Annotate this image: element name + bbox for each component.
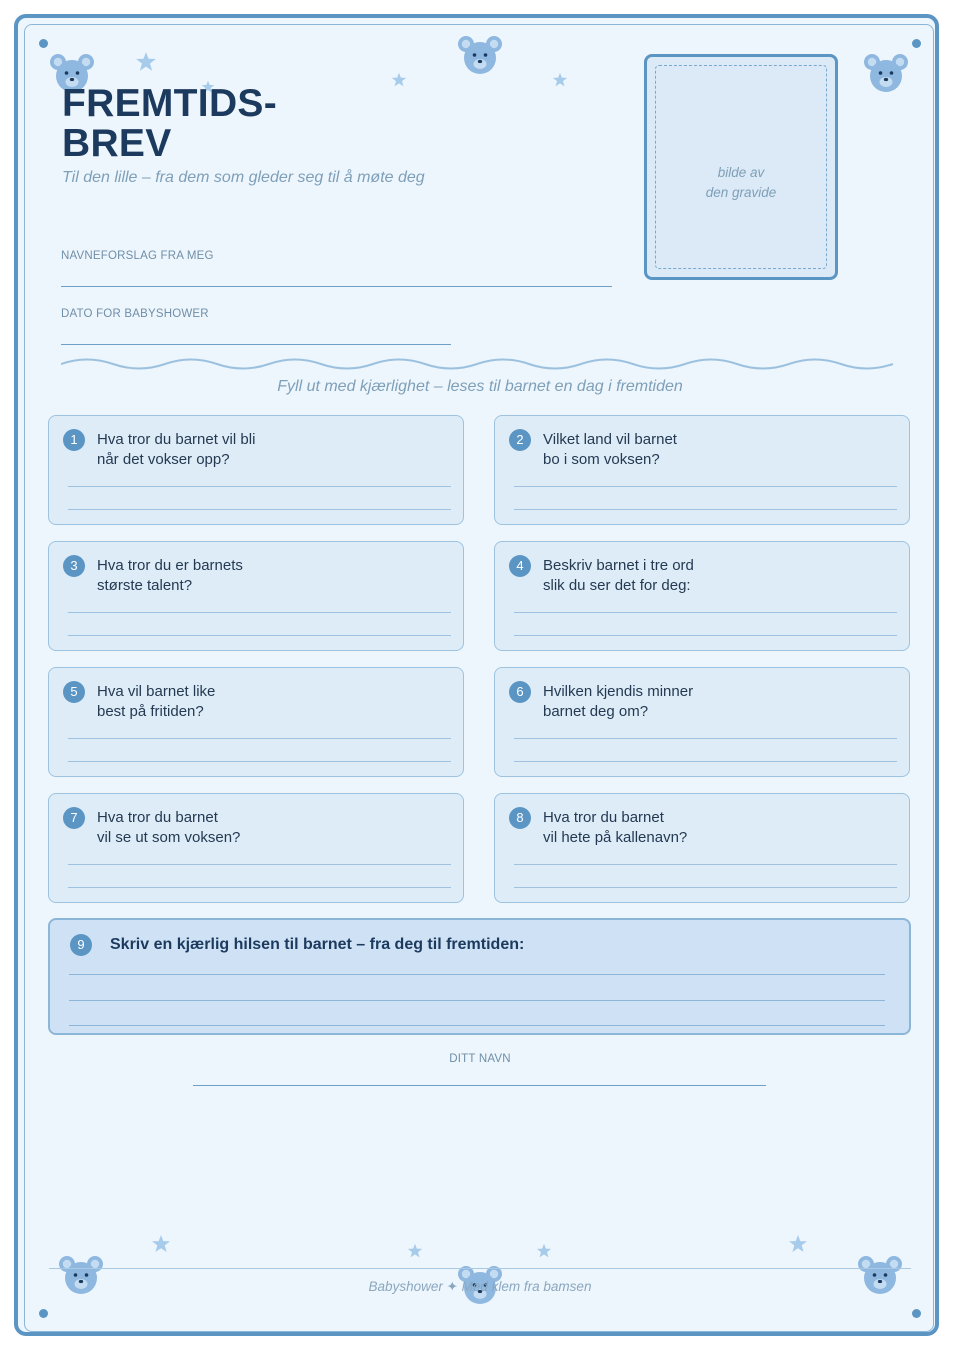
answer-line[interactable]	[68, 738, 451, 739]
answer-line[interactable]	[68, 887, 451, 888]
question-number-badge: 4	[509, 555, 531, 577]
answer-line[interactable]	[514, 486, 897, 487]
answer-line[interactable]	[514, 509, 897, 510]
question-text: Hva tror du er barnets største talent?	[97, 557, 243, 594]
question-card-2	[494, 415, 910, 525]
signature-line[interactable]	[193, 1085, 766, 1086]
answer-line[interactable]	[514, 864, 897, 865]
footer-rule	[49, 1268, 911, 1269]
question-card-7	[48, 793, 464, 903]
answer-line[interactable]	[68, 509, 451, 510]
star-icon	[151, 1234, 171, 1254]
answer-line[interactable]	[514, 887, 897, 888]
corner-dot	[39, 1309, 48, 1318]
question-card-8	[494, 793, 910, 903]
answer-line[interactable]	[69, 1000, 885, 1001]
wave-divider	[61, 355, 899, 373]
star-icon	[552, 72, 568, 88]
question-number-badge: 8	[509, 807, 531, 829]
question-text: Hva tror du barnet vil bli når det vokser opp?	[97, 431, 256, 468]
answer-line[interactable]	[68, 635, 451, 636]
corner-dot	[39, 39, 48, 48]
question-card-1	[48, 415, 464, 525]
star-icon	[536, 1243, 552, 1259]
answer-line[interactable]	[69, 974, 885, 975]
star-icon	[407, 1243, 423, 1259]
title-line-1: FREMTIDS-	[62, 82, 278, 125]
question-number-badge: 7	[63, 807, 85, 829]
question-number-badge: 1	[63, 429, 85, 451]
photo-caption: bilde av den gravide	[705, 165, 777, 200]
question-number-badge: 6	[509, 681, 531, 703]
answer-line[interactable]	[68, 864, 451, 865]
question-card-6	[494, 667, 910, 777]
question-text: Hva vil barnet like best på fritiden?	[97, 683, 216, 720]
greeting-prompt: Skriv en kjærlig hilsen til barnet – fra deg til fremtiden:	[110, 936, 525, 953]
star-icon	[788, 1234, 808, 1254]
answer-line[interactable]	[514, 761, 897, 762]
bear-face-icon	[862, 52, 910, 96]
question-text: Hva tror du barnet vil hete på kallenavn?	[543, 809, 688, 846]
answer-line[interactable]	[69, 1025, 885, 1026]
question-number-badge: 2	[509, 429, 531, 451]
name-suggestion-label: NAVNEFORSLAG FRA MEG	[61, 250, 214, 262]
shower-date-label: DATO FOR BABYSHOWER	[61, 308, 209, 320]
question-text: Hvilken kjendis minner barnet deg om?	[543, 683, 694, 720]
question-text: Hva tror du barnet vil se ut som voksen?	[97, 809, 241, 846]
corner-dot	[912, 39, 921, 48]
answer-line[interactable]	[68, 486, 451, 487]
question-number-badge: 9	[70, 934, 92, 956]
shower-date-line[interactable]	[61, 344, 451, 345]
name-suggestion-line[interactable]	[61, 286, 612, 287]
answer-line[interactable]	[68, 612, 451, 613]
question-text: Beskriv barnet i tre ord slik du ser det for deg:	[543, 557, 694, 594]
question-card-4	[494, 541, 910, 651]
corner-dot	[912, 1309, 921, 1318]
instruction-text: Fyll ut med kjærlighet – leses til barnet en dag i fremtiden	[277, 378, 683, 395]
answer-line[interactable]	[68, 761, 451, 762]
answer-line[interactable]	[514, 738, 897, 739]
question-text: Vilket land vil barnet bo i som voksen?	[543, 431, 677, 468]
page-subtitle: Til den lille – fra dem som gleder seg til å møte deg	[62, 169, 425, 186]
photo-placeholder	[644, 54, 838, 280]
page-title	[62, 84, 277, 164]
star-icon	[135, 51, 157, 73]
star-icon	[391, 72, 407, 88]
greeting-card	[48, 918, 911, 1035]
answer-line[interactable]	[514, 612, 897, 613]
answer-line[interactable]	[514, 635, 897, 636]
signature-label: DITT NAVN	[449, 1053, 511, 1065]
question-number-badge: 3	[63, 555, 85, 577]
bear-face-icon	[456, 34, 504, 78]
title-line-2: BREV	[62, 122, 172, 165]
question-card-5	[48, 667, 464, 777]
footer-text: Babyshower ✦ Med klem fra bamsen	[368, 1279, 592, 1294]
question-card-3	[48, 541, 464, 651]
question-number-badge: 5	[63, 681, 85, 703]
